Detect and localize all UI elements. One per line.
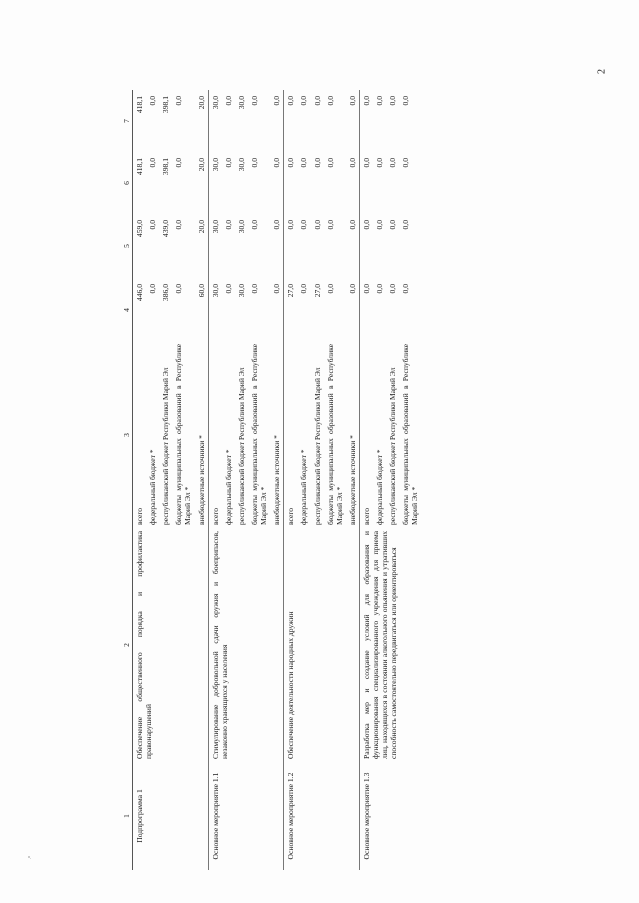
program-title: Обеспечение общественного порядка и профилактика правонарушений [135,531,154,759]
amount-cell: 60,0 [196,284,206,298]
amount-cell: 0,0 [325,284,335,294]
column-number: 7 [120,90,133,152]
column-number: 5 [120,214,133,278]
column-number-row [120,90,133,870]
page-number: 2 [596,69,608,74]
program-title: Обеспечение деятельности народных дружин [284,528,360,762]
amount-cell: 0,0 [299,284,309,294]
amount-cell: 0,0 [223,158,233,168]
amount-cell: 0,0 [223,96,233,106]
amount-cell: 0,0 [375,220,385,230]
funding-source: федеральный бюджет * [375,449,385,525]
amount-cell: 0,0 [148,220,158,230]
amount-cell: 439,0 [161,220,171,238]
amount-cell: 0,0 [249,96,259,106]
amount-cell: 0,0 [223,220,233,230]
amount-cell: 30,0 [236,158,246,172]
funding-source: федеральный бюджет * [299,449,309,525]
amount-cell: 0,0 [375,96,385,106]
amount-cell: 0,0 [347,158,357,168]
amount-cell: 0,0 [401,158,411,168]
amount-cell: 0,0 [388,220,398,230]
funding-source: бюджеты муниципальных образований в Республике Марий Эл * [249,344,269,525]
amount-cell: 0,0 [148,96,158,106]
column-number: 4 [120,278,133,342]
amount-cell: 0,0 [299,96,309,106]
amount-cell: 0,0 [401,96,411,106]
funding-source: всего [359,342,373,528]
program-label: Подпрограмма 1 [135,789,144,843]
funding-source: республиканский бюджет Республики Марий Эл [236,367,246,525]
amount-cell: 0,0 [284,90,298,152]
scan-speck [30,858,31,859]
amount-cell: 0,0 [284,152,298,214]
funding-source: всего [208,342,222,528]
amount-cell: 0,0 [359,152,373,214]
program-title: Разработка мер и создание условий для образования и функционирования специализированного учреждения для приема лиц, находящихся в состоянии алкогольного опьянения и утративших способность самостоятельно передвигаться или ориентироваться [359,528,421,762]
amount-cell: 0,0 [174,220,184,230]
amount-cell: 30,0 [208,278,222,342]
column-number: 3 [120,342,133,528]
amount-cell: 0,0 [325,220,335,230]
funding-source: внебюджетные источники * [347,435,357,525]
column-number: 1 [120,762,133,870]
amount-cell: 0,0 [388,96,398,106]
amount-cell: 0,0 [312,220,322,230]
amount-cell: 0,0 [347,96,357,106]
amount-cell: 30,0 [208,90,222,152]
amount-cell: 0,0 [375,284,385,294]
amount-cell: 30,0 [236,96,246,110]
funding-source: бюджеты муниципальных образований в Республике Марий Эл * [401,344,420,525]
funding-source: внебюджетные источники * [272,435,282,525]
amount-cell: 459,0 [135,220,144,238]
amount-cell: 418,1 [135,158,144,176]
amount-cell: 0,0 [388,158,398,168]
budget-table [120,90,422,870]
amount-cell: 0,0 [272,158,282,168]
amount-cell: 0,0 [249,158,259,168]
funding-source: всего [135,507,144,525]
amount-cell: 30,0 [208,214,222,278]
amount-cell: 446,0 [135,284,144,302]
program-label: Основное мероприятие 1.1 [208,762,284,870]
column-number: 6 [120,152,133,214]
column-number: 2 [120,528,133,762]
amount-cell: 0,0 [299,220,309,230]
amount-cell: 0,0 [401,220,411,230]
amount-cell: 418,1 [135,96,144,114]
funding-source: федеральный бюджет * [148,449,158,525]
amount-cell: 0,0 [375,158,385,168]
amount-cell: 20,0 [196,96,206,110]
table-row [133,90,147,870]
amount-cell: 0,0 [401,284,411,294]
amount-cell: 0,0 [272,96,282,106]
amount-cell: 0,0 [284,214,298,278]
amount-cell: 0,0 [312,158,322,168]
table-row [284,90,298,870]
amount-cell: 0,0 [272,220,282,230]
amount-cell: 0,0 [359,278,373,342]
amount-cell: 0,0 [249,220,259,230]
amount-cell: 0,0 [174,96,184,106]
program-label: Основное мероприятие 1.3 [359,762,421,870]
program-title: Стимулирование добровольной сдачи оружия и боеприпасов, незаконно хранящихся у населения [208,528,284,762]
amount-cell: 0,0 [312,96,322,106]
funding-source: бюджеты муниципальных образований в Республике Марий Эл * [325,344,344,525]
funding-source: федеральный бюджет * [223,449,233,525]
amount-cell: 398,1 [161,96,171,114]
amount-cell: 0,0 [347,284,357,294]
funding-source: бюджеты муниципальных образований в Республике Марий Эл * [174,344,193,525]
amount-cell: 27,0 [284,278,298,342]
amount-cell: 30,0 [236,284,246,298]
amount-cell: 0,0 [388,284,398,294]
funding-source: республиканский бюджет Республики Марий Эл [312,367,322,525]
amount-cell: 27,0 [312,284,322,298]
amount-cell: 0,0 [325,158,335,168]
amount-cell: 0,0 [347,220,357,230]
amount-cell: 398,1 [161,158,171,176]
funding-source: внебюджетные источники * [196,435,206,525]
amount-cell: 30,0 [208,152,222,214]
amount-cell: 0,0 [325,96,335,106]
amount-cell: 0,0 [174,158,184,168]
amount-cell: 0,0 [148,158,158,168]
amount-cell: 0,0 [299,158,309,168]
amount-cell: 20,0 [196,158,206,172]
program-label: Основное мероприятие 1.2 [284,762,360,870]
amount-cell: 386,0 [161,284,171,302]
table-row [359,90,373,870]
amount-cell: 0,0 [223,284,233,294]
funding-source: республиканский бюджет Республики Марий Эл [161,367,171,525]
amount-cell: 0,0 [148,284,158,294]
amount-cell: 0,0 [272,284,282,294]
amount-cell: 0,0 [249,284,259,294]
table-row [208,90,222,870]
table-body [133,90,422,870]
funding-source: республиканский бюджет Республики Марий Эл [388,367,398,525]
rotated-table-container [120,90,584,870]
amount-cell: 0,0 [174,284,184,294]
amount-cell: 0,0 [359,214,373,278]
funding-source: всего [284,342,298,528]
amount-cell: 30,0 [236,220,246,234]
amount-cell: 0,0 [359,90,373,152]
amount-cell: 20,0 [196,220,206,234]
